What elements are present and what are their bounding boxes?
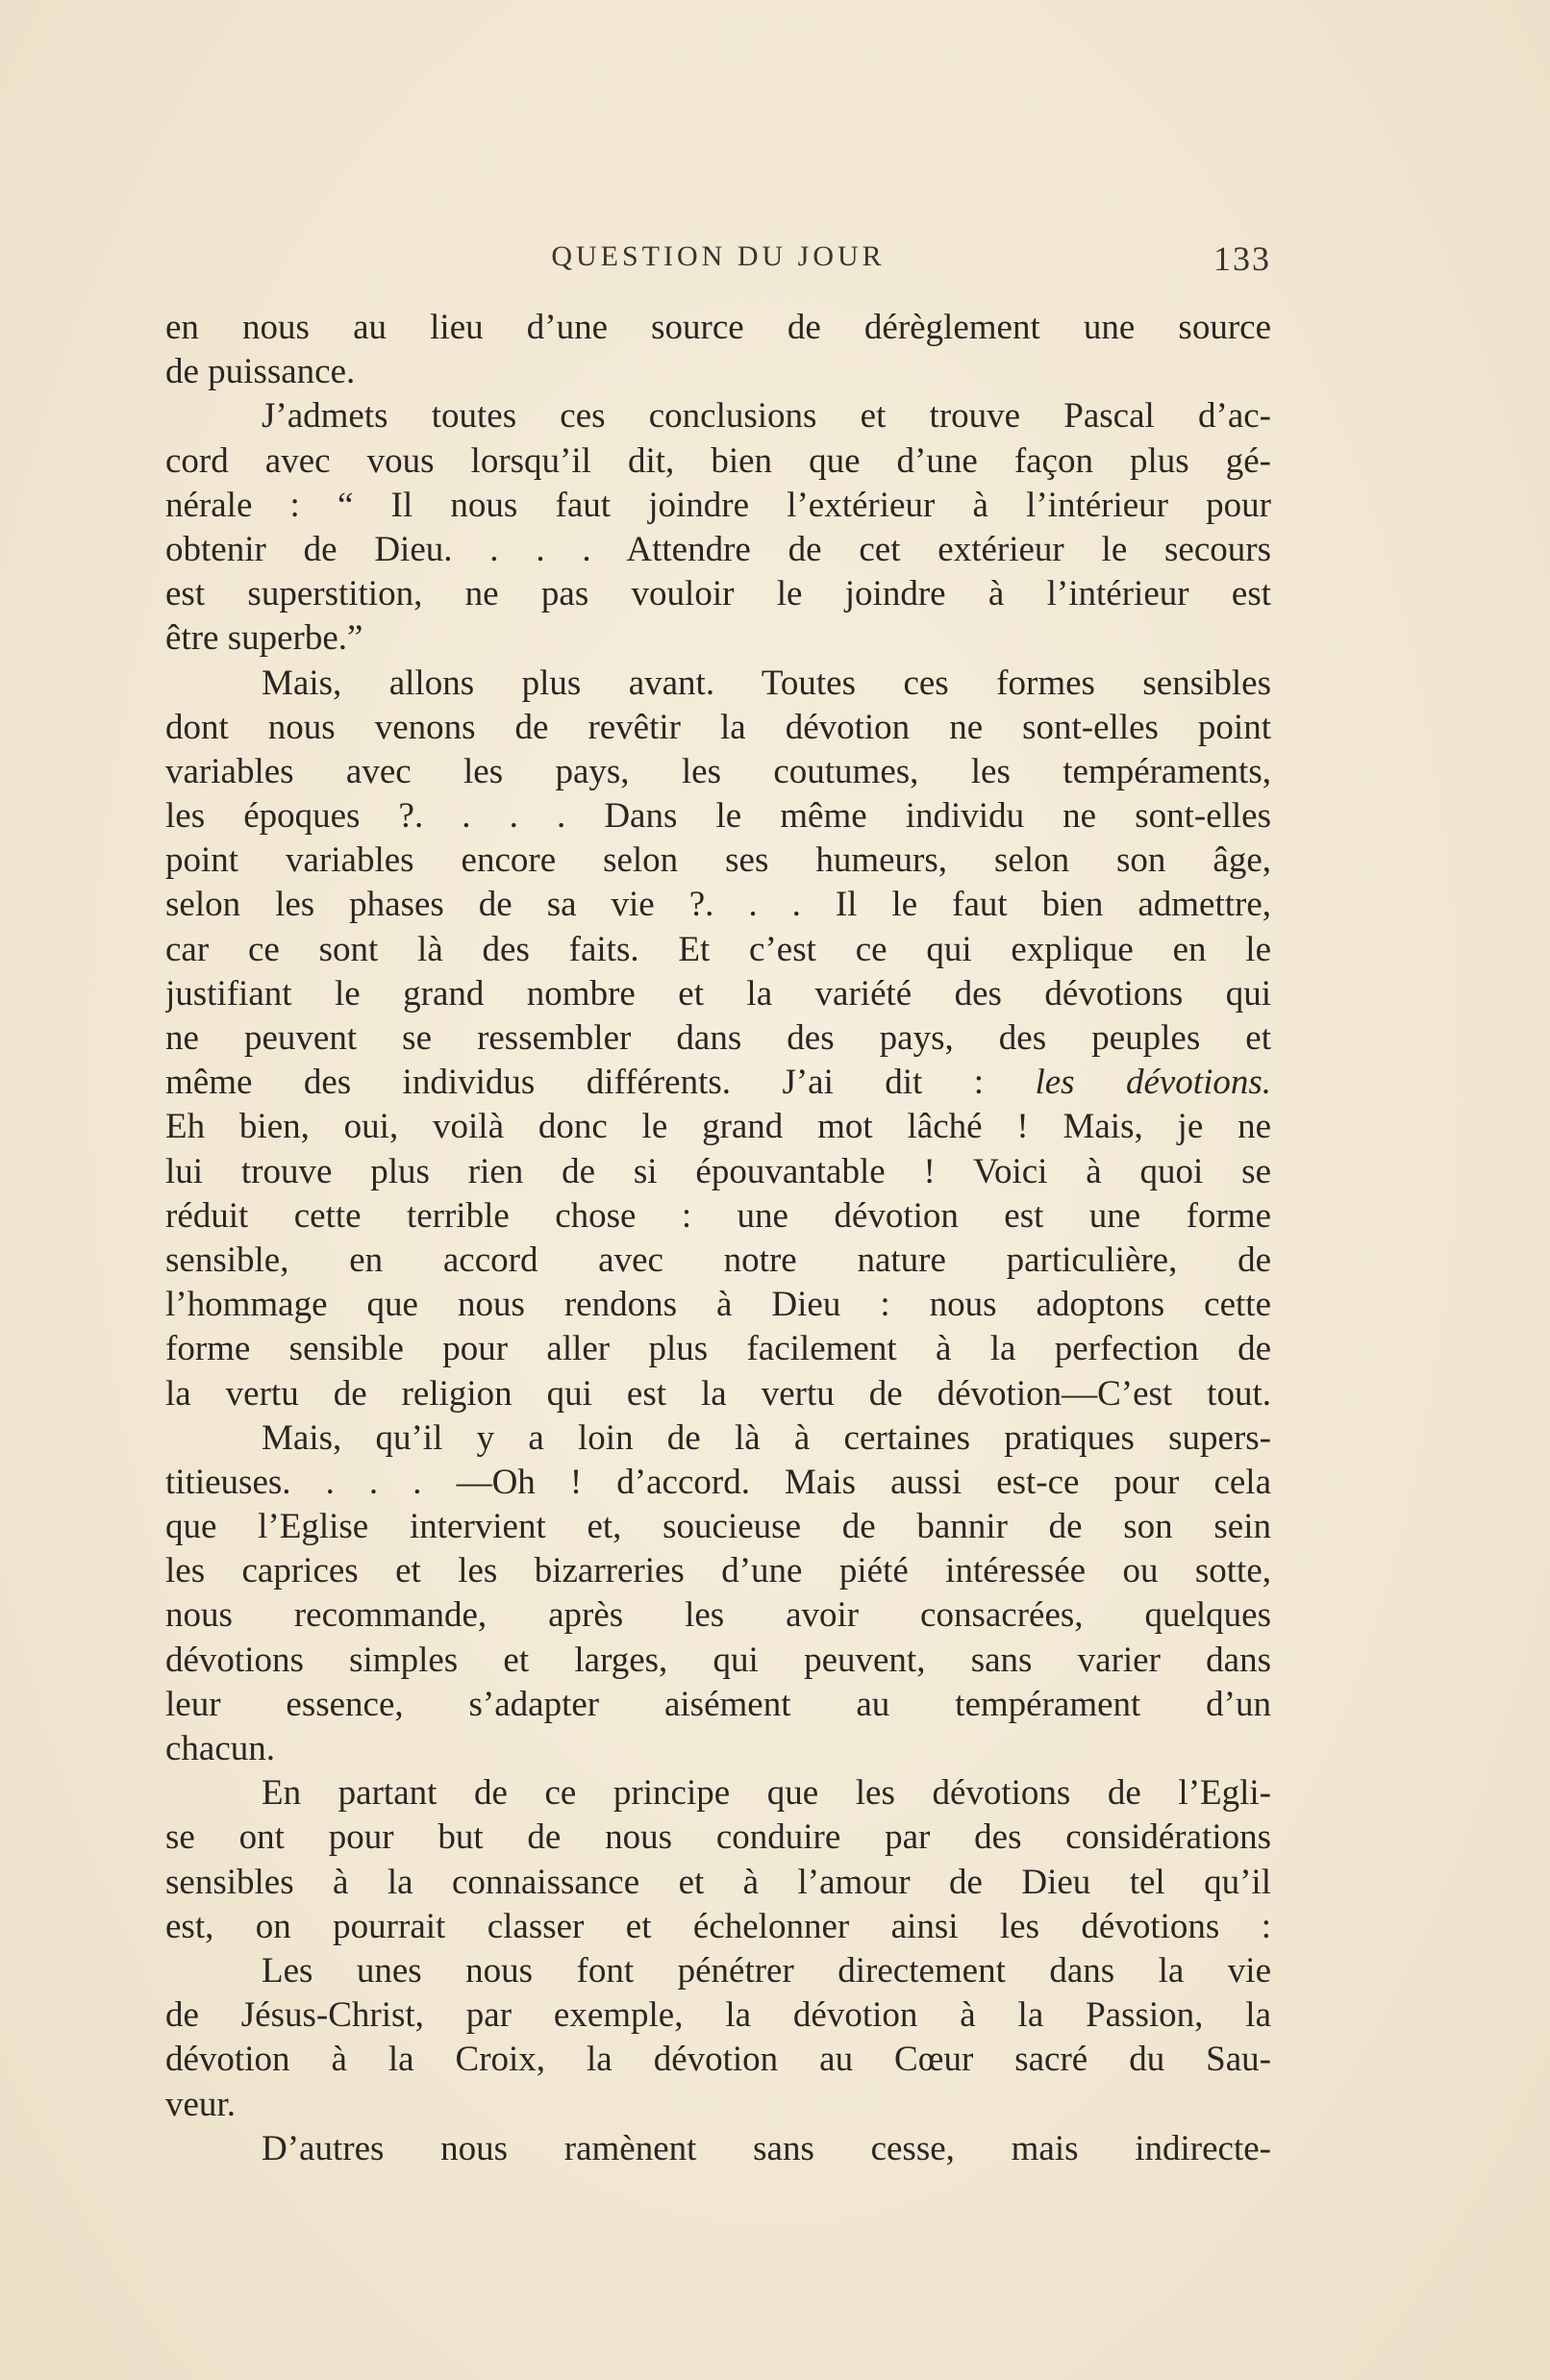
text-line-content: se ont pour but de nous conduire par des considérations [165,1817,1271,1858]
text-line [165,1327,1271,1371]
text-line [165,839,1271,883]
text-line [165,972,1271,1016]
text-line [165,1150,1271,1194]
text-line-content: forme sensible pour aller plus facilement à la perfection de [165,1329,1271,1369]
text-line-content: dévotion à la Croix, la dévotion au Cœur sacré du Sau- [165,2040,1271,2080]
text-line [165,1949,1271,1993]
text-line-content: lui trouve plus rien de si épouvantable ! Voici à quoi se [165,1151,1271,1191]
text-line [165,394,1271,438]
page-number: 133 [1213,239,1271,278]
text-line-content: de puissance. [165,352,356,392]
text-line-content: leur essence, s’adapter aisément au tempérament d’un [165,1684,1271,1724]
text-line-content: de Jésus-Christ, par exemple, la dévotion à la Passion, la [165,1995,1271,2036]
text-line-content: dont nous venons de revêtir la dévotion ne sont-elles point [165,707,1271,747]
text-line [165,350,1271,394]
text-line [165,2083,1271,2127]
text-line [165,2127,1271,2171]
text-line-content: est, on pourrait classer et échelonner ainsi les dévotions : [165,1906,1271,1946]
italic-phrase: les dévotions. [984,1063,1271,1103]
text-line-content: Mais, allons plus avant. Toutes ces formes sensibles [262,663,1271,703]
text-line [165,1416,1271,1461]
text-line [165,1683,1271,1727]
text-line-content: la vertu de religion qui est la vertu de dévotion—C’est tout. [165,1373,1271,1414]
text-line-content: que l’Eglise intervient et, soucieuse de bannir de son sein [165,1507,1271,1547]
text-line [165,1372,1271,1416]
text-line-content: J’admets toutes ces conclusions et trouve Pascal d’ac- [262,396,1271,437]
text-line-content: car ce sont là des faits. Et c’est ce qui explique en le [165,929,1271,969]
text-line-content: être superbe.” [165,618,363,659]
text-line-content: est superstition, ne pas vouloir le joindre à l’intérieur est [165,574,1271,614]
text-line-content: les époques ?. . . . Dans le même individu ne sont-elles [165,796,1271,837]
text-line [165,706,1271,750]
text-line-content: selon les phases de sa vie ?. . . Il le faut bien admettre, [165,885,1271,925]
text-line [165,1283,1271,1327]
text-line [165,1593,1271,1638]
text-line-content: variables avec les pays, les coutumes, les tempéraments, [165,751,1271,791]
text-line [165,1239,1271,1283]
text-line-content: Mais, qu’il y a loin de là à certaines pratiques supers- [262,1417,1271,1458]
text-line [165,616,1271,661]
text-line-content: réduit cette terrible chose : une dévotion est une forme [165,1195,1271,1236]
text-line [165,662,1271,706]
text-line-content: dévotions simples et larges, qui peuvent, sans varier dans [165,1640,1271,1680]
text-line [165,1105,1271,1149]
text-line [165,1061,1271,1105]
text-line-content: point variables encore selon ses humeurs, selon son âge, [165,840,1271,881]
text-line [165,306,1271,350]
text-line-content: sensible, en accord avec notre nature particulière, de [165,1240,1271,1280]
text-line [165,1194,1271,1239]
text-line [165,528,1271,572]
text-line [165,1905,1271,1949]
text-line [165,439,1271,484]
text-line [165,1816,1271,1860]
text-line [165,2038,1271,2082]
text-line [165,1639,1271,1683]
text-line-content: justifiant le grand nombre et la variété des dévotions qui [165,973,1271,1014]
text-line [165,1727,1271,1771]
text-line-content: D’autres nous ramènent sans cesse, mais indirecte- [262,2128,1271,2168]
page-header [165,240,1271,288]
text-line-content: Eh bien, oui, voilà donc le grand mot lâché ! Mais, je ne [165,1107,1271,1147]
text-line [165,1993,1271,2038]
text-line [165,750,1271,794]
running-title: QUESTION DU JOUR [551,240,886,272]
text-line [165,1549,1271,1593]
text-line [165,883,1271,927]
text-line-content: veur. [165,2084,236,2124]
text-line [165,1461,1271,1505]
text-line [165,572,1271,616]
text-line [165,794,1271,839]
text-line-content: nérale : “ Il nous faut joindre l’extérieur à l’intérieur pour [165,485,1271,525]
text-line [165,1505,1271,1549]
text-line-content: ne peuvent se ressembler dans des pays, des peuples et [165,1018,1271,1058]
text-line-content: titieuses. . . . —Oh ! d’accord. Mais aussi est-ce pour cela [165,1462,1271,1502]
text-line [165,1771,1271,1816]
text-line-content: l’hommage que nous rendons à Dieu : nous adoptons cette [165,1285,1271,1325]
text-line-content: en nous au lieu d’une source de dérèglement une source [165,308,1271,347]
text-line [165,484,1271,528]
text-line-content: chacun. [165,1729,276,1768]
body-text [165,306,1271,2171]
text-line [165,1016,1271,1061]
text-line [165,1861,1271,1905]
text-line-content: sensibles à la connaissance et à l’amour de Dieu tel qu’il [165,1862,1271,1902]
text-line [165,928,1271,972]
text-line-content: Les unes nous font pénétrer directement dans la vie [262,1950,1271,1991]
text-line-content: obtenir de Dieu. . . . Attendre de cet extérieur le secours [165,529,1271,569]
text-line-content: les caprices et les bizarreries d’une piété intéressée ou sotte, [165,1551,1271,1591]
text-line-content: même des individus différents. J’ai dit : [165,1063,985,1103]
text-line-content: cord avec vous lorsqu’il dit, bien que d’une façon plus gé- [165,440,1271,481]
text-line-content: nous recommande, après les avoir consacrées, quelques [165,1595,1271,1636]
text-line-content: En partant de ce principe que les dévotions de l’Egli- [262,1773,1271,1814]
